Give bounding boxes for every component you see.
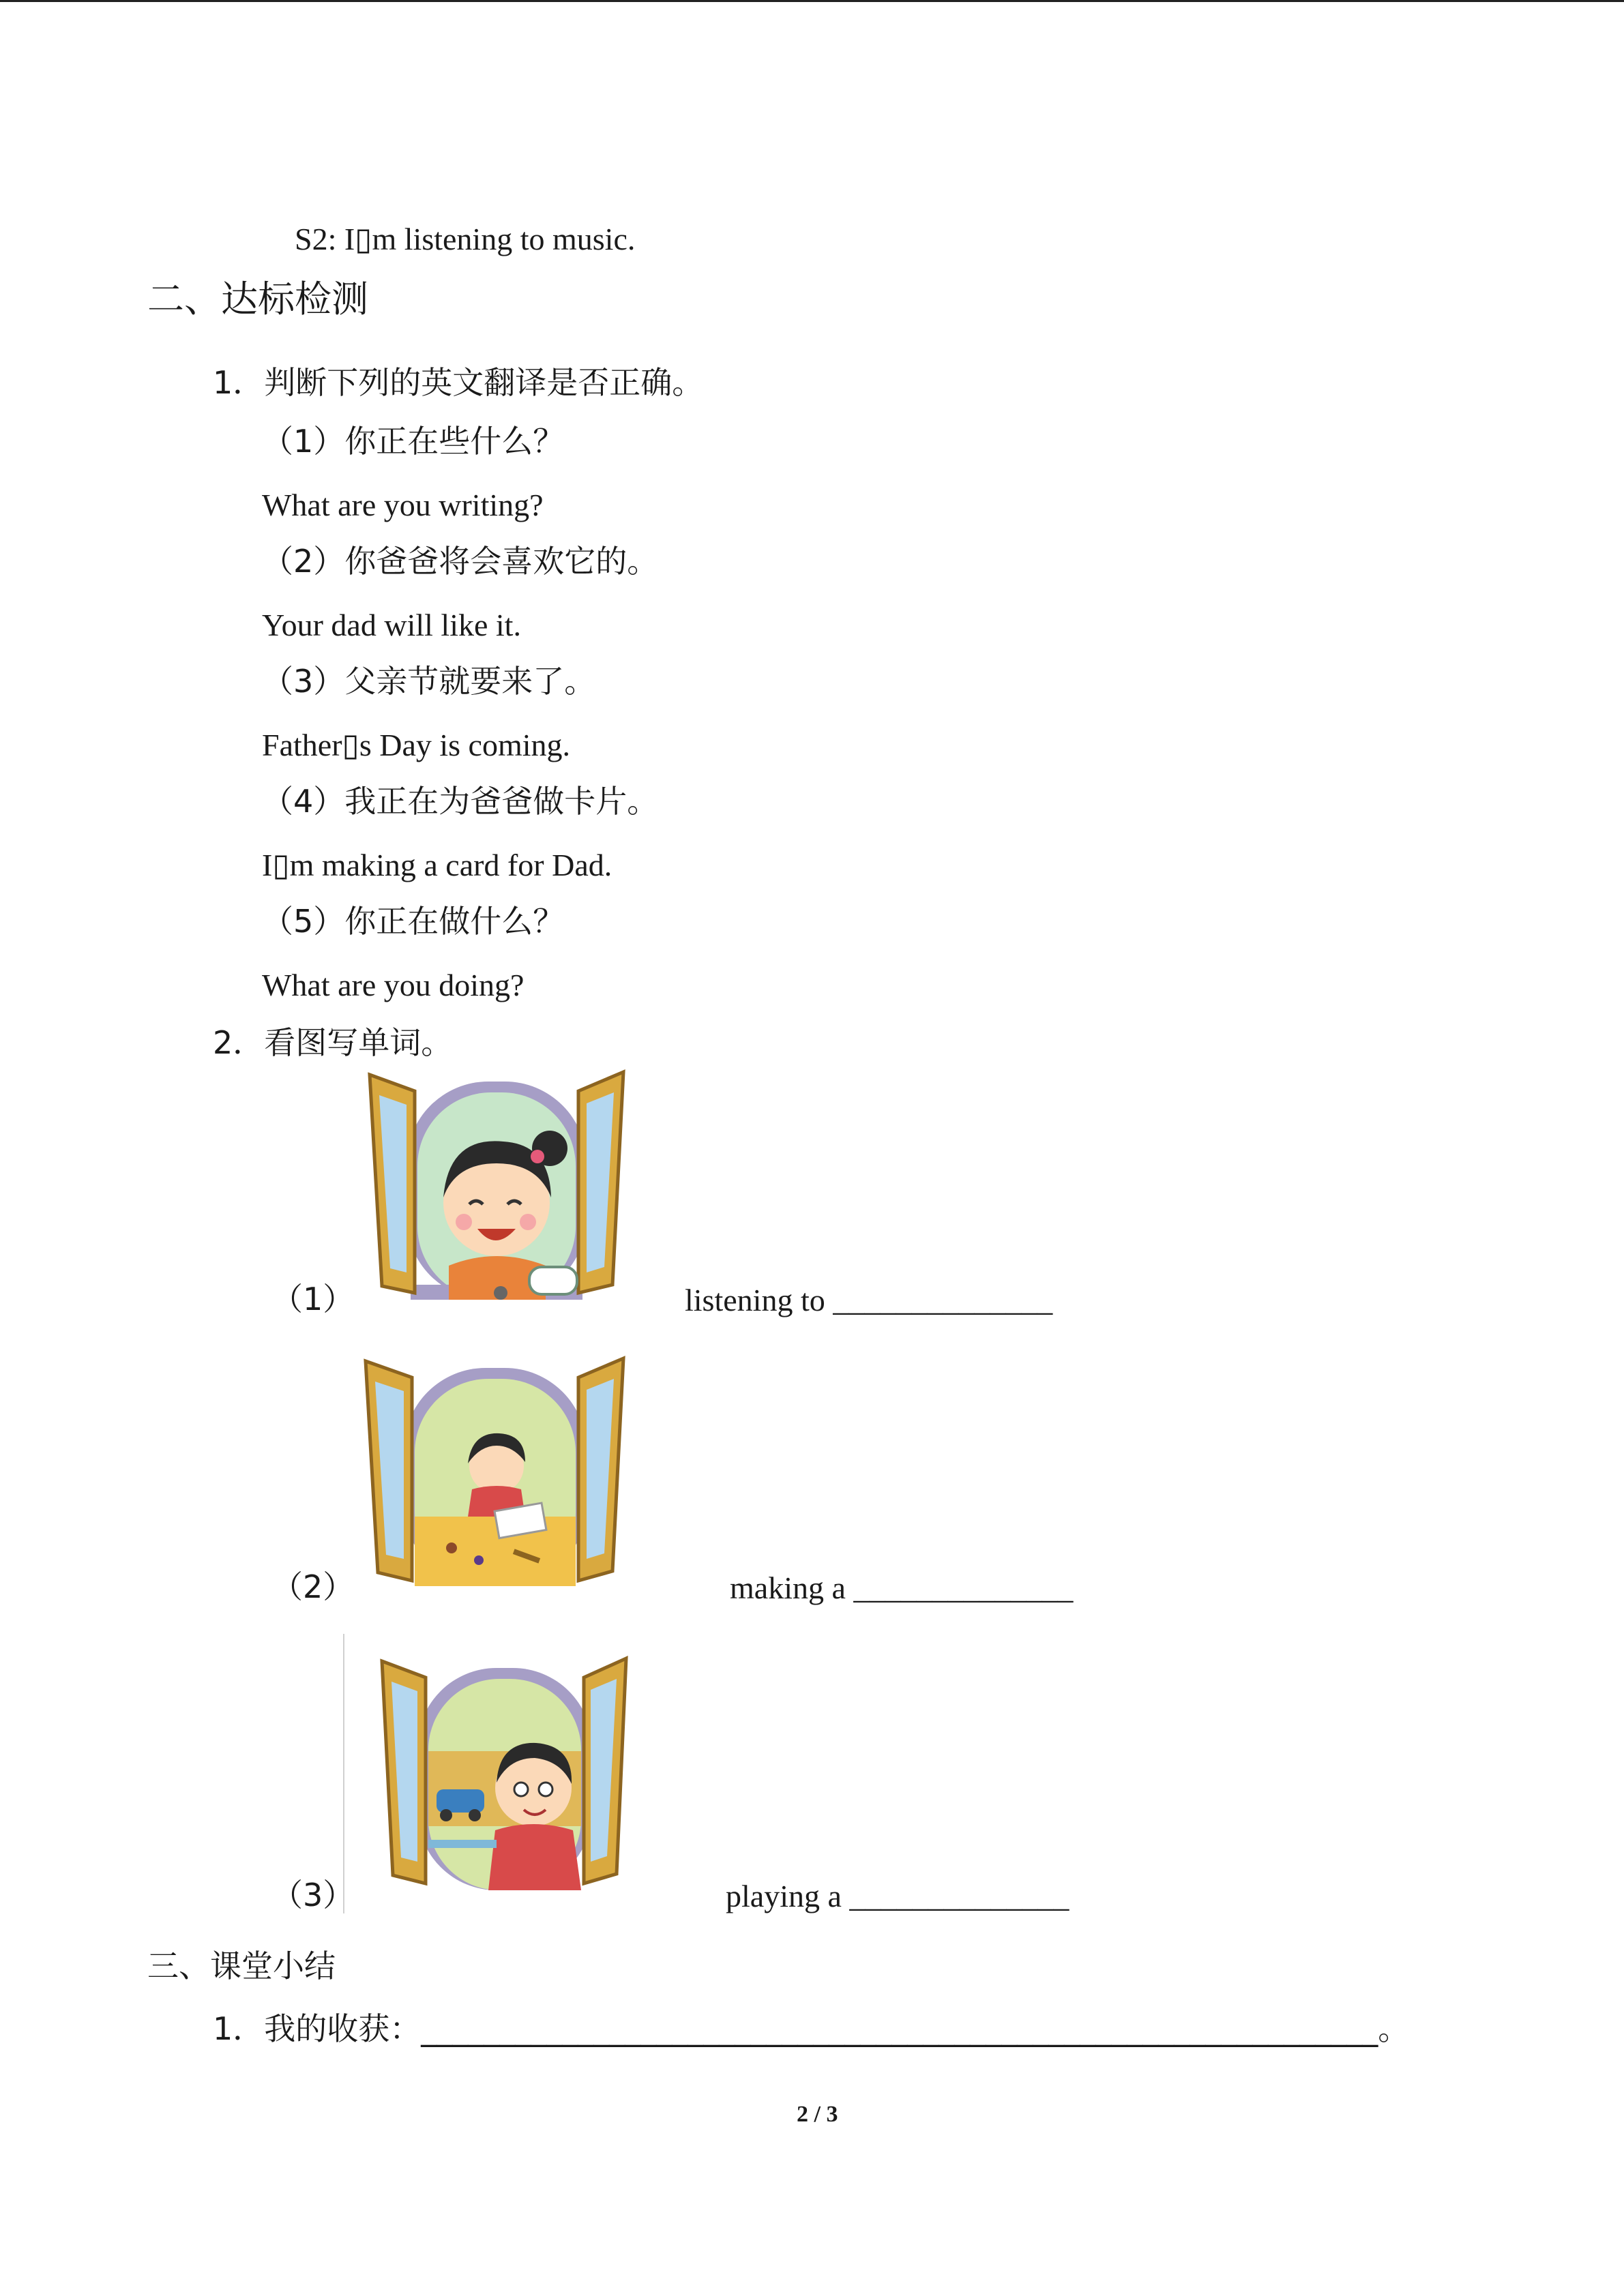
boy-playing-picture: [379, 1656, 629, 1890]
girl-listening-picture: [367, 1068, 626, 1304]
q1-item3-en: Father▯s Day is coming.: [262, 728, 571, 762]
q1-item4-cn: （4）我正在为爸爸做卡片。: [262, 783, 659, 820]
q1-item1-en: What are you writing?: [262, 488, 544, 522]
q1-item5-cn: （5）你正在做什么？: [262, 903, 565, 940]
q2-item1-num: （1）: [271, 1281, 355, 1317]
q2-item2-num: （2）: [271, 1568, 355, 1605]
section3-title: 三、课堂小结: [147, 1948, 336, 1984]
q2-item3-num: （3）: [271, 1877, 355, 1913]
q1-title: 1．判断下列的英文翻译是否正确。: [213, 364, 704, 401]
q1-item1-cn: （1）你正在些什么？: [262, 423, 565, 460]
top-border: [0, 0, 1624, 2]
page-number: 2 / 3: [797, 2102, 838, 2127]
q1-item3-cn: （3）父亲节就要来了。: [262, 663, 596, 700]
q1-item4-en: I▯m making a card for Dad.: [262, 848, 612, 882]
q2-item2-text: making a ______________: [730, 1570, 1074, 1605]
q1-item2-cn: （2）你爸爸将会喜欢它的。: [262, 543, 659, 580]
q1-item5-en: What are you doing?: [262, 968, 525, 1002]
q2-item1-text: listening to ______________: [685, 1283, 1053, 1317]
q2-title: 2．看图写单词。: [213, 1024, 453, 1061]
section2-title: 二、达标检测: [147, 278, 368, 320]
girl-making-card-picture: [363, 1356, 626, 1586]
picture-border-line: [343, 1634, 344, 1913]
q1-item2-en: Your dad will like it.: [262, 608, 521, 642]
q2-item3-text: playing a ______________: [726, 1879, 1069, 1913]
section3-q1: 1．我的收获：_____________________________________________________________。: [213, 2010, 1410, 2047]
s2-line: S2: I▯m listening to music.: [295, 222, 636, 256]
